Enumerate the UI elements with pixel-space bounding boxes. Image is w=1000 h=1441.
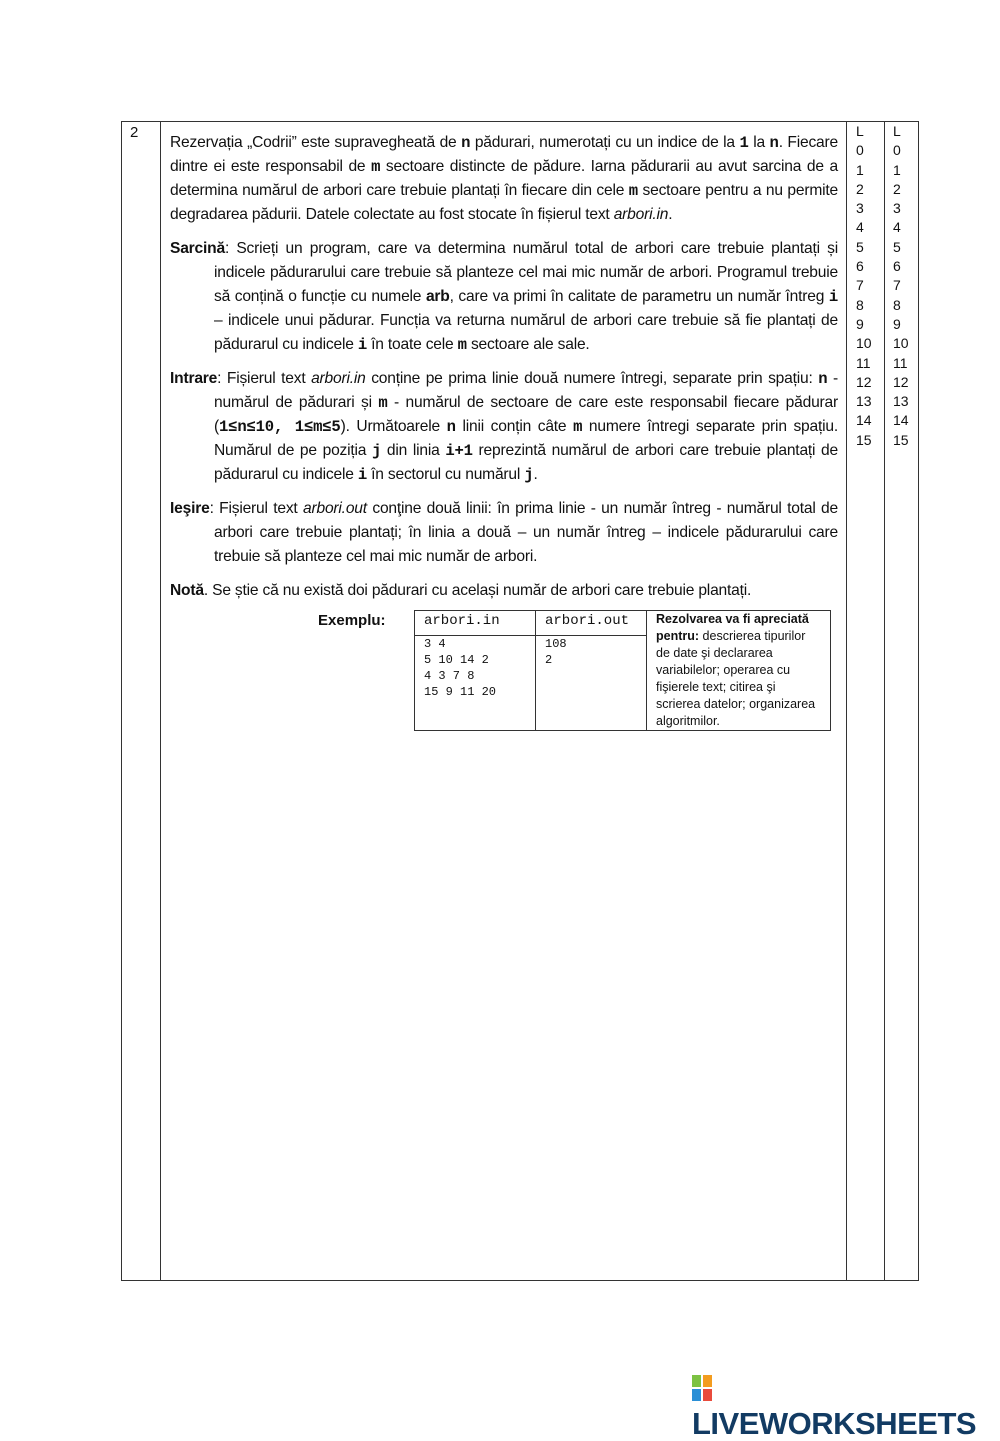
liveworksheets-logo[interactable] [692,1373,1000,1441]
score-column-2: L 0 1 2 3 4 5 6 7 8 9 10 11 12 13 14 15 [893,123,909,448]
question-content [170,131,838,613]
divider-number-column [160,121,161,1281]
note-paragraph: Notă. Se știe că nu există doi pădurari cu același număr de arbori care trebuie plantați. [170,582,752,599]
logo-text: LIVEWORKSHEETS [692,1406,977,1441]
question-number: 2 [130,124,139,141]
output-paragraph: Ieşire: Fișierul text arbori.out conţine două linii: în prima linie - un număr întreg - numărul total de arbori care trebuie plantați; în linia a două – un număr întreg – indicele pădurarului care trebuie să planteze cel mai mic număr de arbori. [170,500,838,565]
example-label: Exemplu: [318,612,386,629]
output-file-header: arbori.out [536,611,647,636]
input-paragraph: Intrare: Fișierul text arbori.in conține pe prima linie două numere întregi, separate prin spațiu: n - numărul de pădurari și m - numărul de sectoare de care este responsabil fiecare pădurar (1≤n≤10, 1≤m≤5). Următoarele n linii conțin câte m numere întregi separate prin spațiu. Numărul de pe poziția j din linia i+1 reprezintă numărul de arbori care trebuie plantați de pădurarul cu indicele i în sectorul cu numărul j. [170,370,838,484]
output-file-content: 108 2 [536,636,647,731]
input-file-header: arbori.in [415,611,536,636]
divider-score-column-1 [846,121,847,1281]
score-column-1: L 0 1 2 3 4 5 6 7 8 9 10 11 12 13 14 15 [856,123,872,448]
grading-criteria: Rezolvarea va fi apreciată pentru: descrierea tipurilor de date şi declararea variabilelor; operarea cu fişierele text; citirea şi scrierea datelor; organizarea algoritmilor. [647,611,831,731]
example-table [414,610,831,731]
task-paragraph: Sarcină: Scrieți un program, care va determina numărul total de arbori care trebuie plantați și indicele pădurarului care trebuie să planteze cel mai mic număr de arbori. Programul trebuie să conțină o funcție cu numele arb, care va primi în calitate de parametru un număr întreg i – indicele unui pădurar. Funcția va returna numărul de arbori care trebuie să fie plantați de pădurarul cu indicele i în toate cele m sectoare ale sale. [170,240,838,354]
liveworksheets-logo-icon [692,1375,714,1403]
intro-paragraph: Rezervația „Codrii” este supravegheată de n pădurari, numerotați cu un indice de la 1 la n. Fiecare dintre ei este responsabil de m sectoare distincte de pădure. Iarna pădurarii au avut sarcina de a determina numărul de arbori care trebuie plantați în fiecare din cele m sectoare pentru a nu permite degradarea pădurii. Datele colectate au fost stocate în fișierul text arbori.in. [170,134,838,223]
input-file-content: 3 4 5 10 14 2 4 3 7 8 15 9 11 20 [415,636,536,731]
